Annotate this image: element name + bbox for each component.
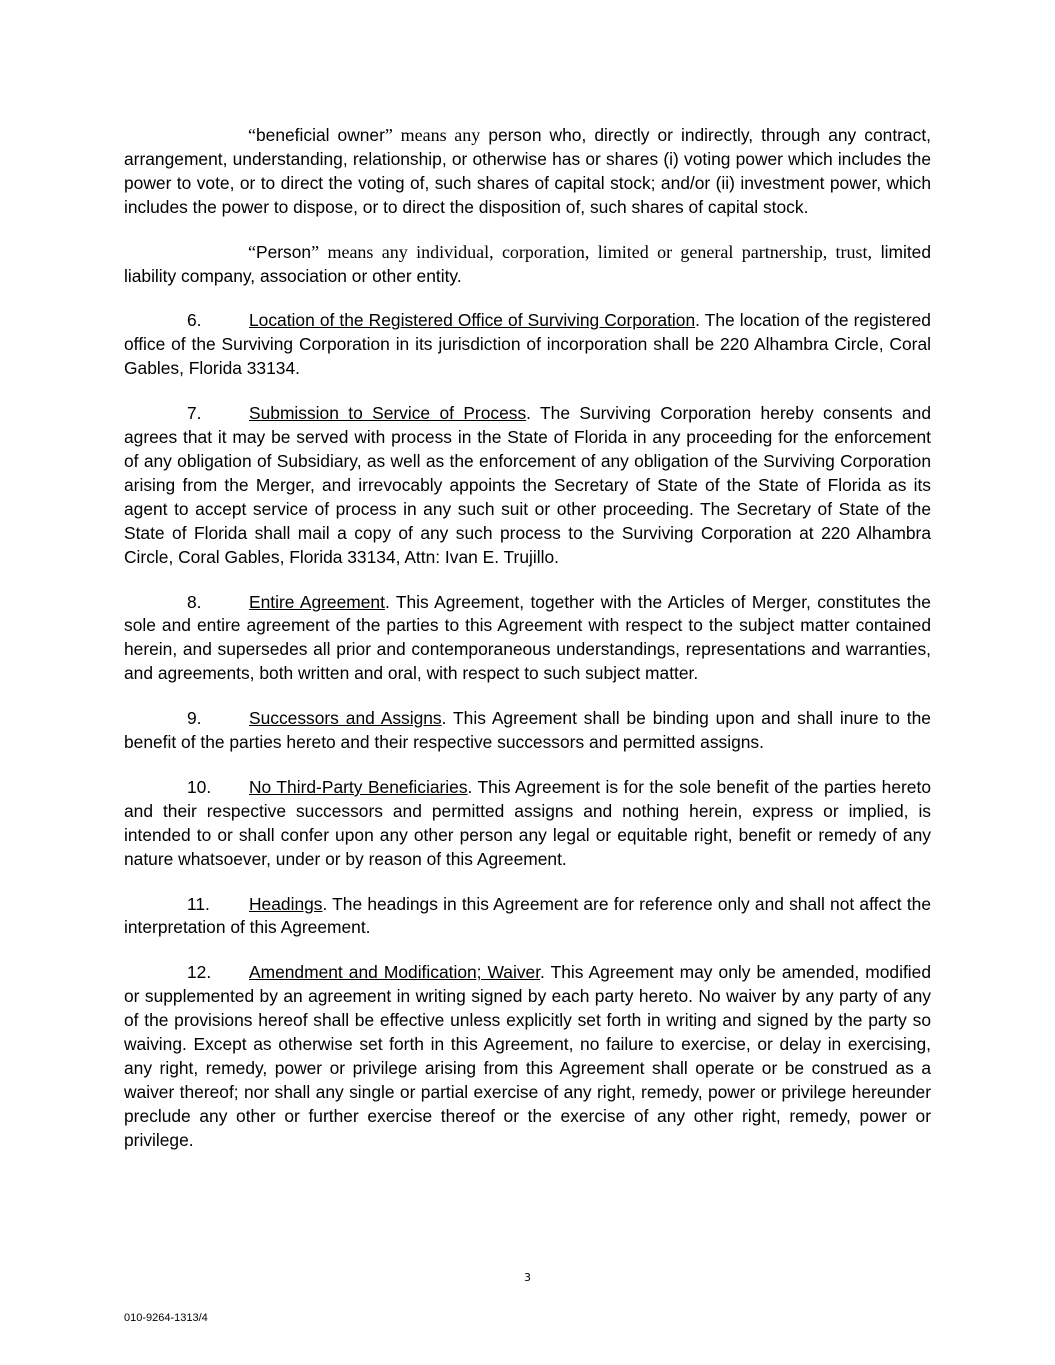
document-body bbox=[124, 124, 931, 1174]
section-text: . This Agreement shall be binding upon and shall inure to the benefit of the parties hereto and their respective successors and permitted assigns. bbox=[124, 708, 931, 753]
section-heading: Headings bbox=[249, 893, 323, 914]
section-number: 9. bbox=[187, 708, 202, 729]
section-heading: No Third-Party Beneficiaries bbox=[249, 776, 468, 797]
section-number: 8. bbox=[187, 591, 202, 612]
definition-term: beneficial owner bbox=[256, 125, 385, 145]
document-id: 010-9264-1313/4 bbox=[124, 1312, 208, 1324]
definition-term: Person bbox=[256, 241, 312, 262]
definition-connector: means any individual, corporation, limited or general partnership, trust, bbox=[319, 241, 873, 262]
section-7 bbox=[124, 402, 931, 569]
section-9 bbox=[124, 707, 931, 755]
section-text: . The location of the registered office of the Surviving Corporation in its jurisdiction of incorporation shall be 220 Alhambra Circle, Coral Gables, Florida 33134. bbox=[124, 310, 931, 379]
section-6 bbox=[124, 309, 931, 381]
definition-connector: means any bbox=[392, 125, 481, 145]
section-text: . This Agreement, together with the Articles of Merger, constitutes the sole and entire agreement of the parties to this Agreement with respect to the subject matter contained herein, and supersedes all prior and contemporaneous understandings, representations and warranties, and agreements, both written and oral, with respect to such subject matter. bbox=[124, 591, 931, 684]
definition-person: “Person” means any individual, corporation, limited or general partnership, trust, limited liability company, association or other entity. bbox=[124, 241, 931, 286]
section-heading: Location of the Registered Office of Surviving Corporation bbox=[249, 310, 696, 331]
section-text: . The headings in this Agreement are for reference only and shall not affect the interpretation of this Agreement. bbox=[124, 893, 931, 938]
definition-body: person who, directly or indirectly, through any contract, arrangement, understanding, relationship, or otherwise has or shares (i) voting power which includes the power to vote, or to direct the voting of, such shares of capital stock; and/or (ii) investment power, which includes the power to dispose, or to direct the disposition of, such shares of capital stock. bbox=[124, 125, 931, 217]
section-number: 10. bbox=[187, 776, 212, 797]
section-text: . This Agreement is for the sole benefit of the parties hereto and their respective successors and permitted assigns and nothing herein, express or implied, is intended to or shall confer upon any other person any legal or equitable right, benefit or remedy of any nature whatsoever, under or by reason of this Agreement. bbox=[124, 776, 931, 869]
section-8 bbox=[124, 591, 931, 687]
section-heading: Entire Agreement bbox=[249, 591, 385, 612]
definition-beneficial-owner: “beneficial owner” means any person who, directly or indirectly, through any contract, arrangement, understanding, relationship, or otherwise has or shares (i) voting power which includes the power to vote, or to direct the voting of, such shares of capital stock; and/or (ii) investment power, which includes the power to dispose, or to direct the disposition of, such shares of capital stock. bbox=[124, 125, 931, 217]
section-11 bbox=[124, 893, 931, 941]
section-heading: Submission to Service of Process bbox=[249, 403, 527, 424]
section-number: 11. bbox=[187, 893, 210, 914]
page-number: 3 bbox=[524, 1271, 531, 1284]
section-heading: Successors and Assigns bbox=[249, 708, 442, 729]
section-heading: Amendment and Modification; Waiver bbox=[249, 962, 541, 983]
definition-body: limited liability company, association or other entity. bbox=[124, 241, 931, 286]
section-number: 6. bbox=[187, 310, 202, 331]
section-text: . This Agreement may only be amended, modified or supplemented by an agreement in writing signed by each party hereto. No waiver by any party of any of the provisions hereof shall be effective unless explicitly set forth in writing and signed by the party so waiving. Except as otherwise set forth in this Agreement, no failure to exercise, or delay in exercising, any right, remedy, power or privilege arising from this Agreement shall operate or be construed as a waiver thereof; nor shall any single or partial exercise of any right, remedy, power or privilege hereunder preclude any other or further exercise thereof or the exercise of any other right, remedy, power or privilege. bbox=[124, 962, 932, 1150]
section-text: . The Surviving Corporation hereby consents and agrees that it may be served with process in the State of Florida in any proceeding for the enforcement of any obligation of Subsidiary, as well as the enforcement of any obligation of the Surviving Corporation arising from the Merger, and irrevocably appoints the Secretary of State of the State of Florida as its agent to accept service of process in any such suit or other proceeding. The Secretary of State of the State of Florida shall mail a copy of any such process to the Surviving Corporation at 220 Alhambra Circle, Coral Gables, Florida 33134, Attn: Ivan E. Trujillo. bbox=[124, 403, 931, 567]
section-10 bbox=[124, 776, 931, 872]
section-number: 12. bbox=[187, 962, 212, 983]
section-12 bbox=[124, 961, 931, 1152]
section-number: 7. bbox=[187, 403, 202, 424]
